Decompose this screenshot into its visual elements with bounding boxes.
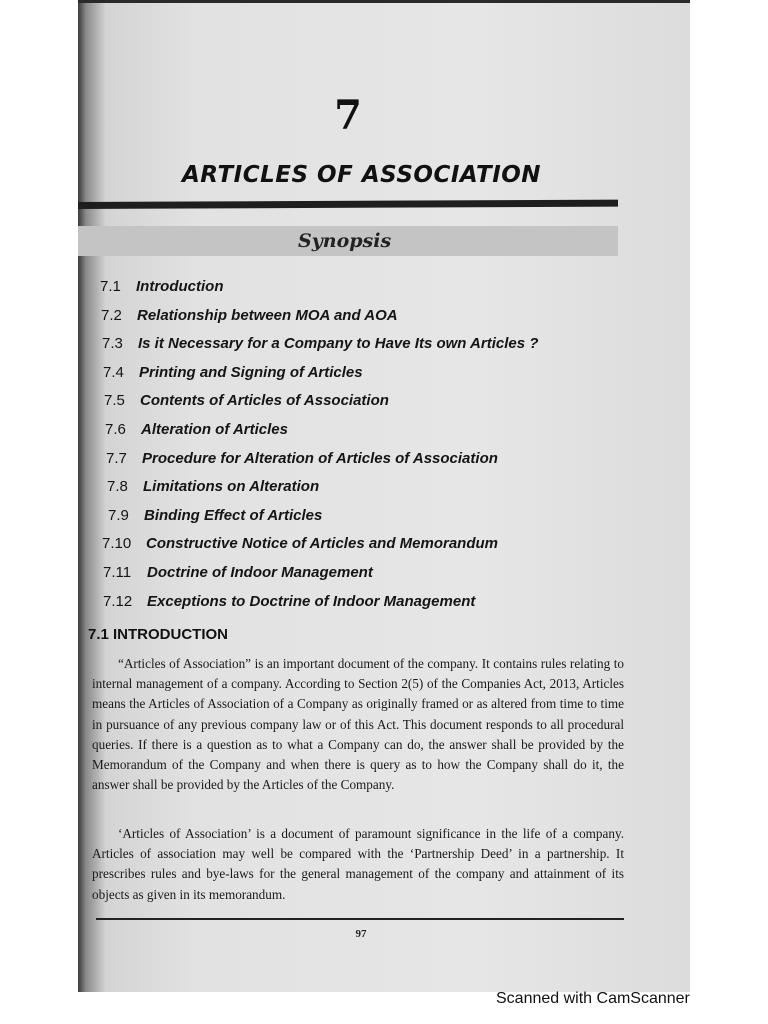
toc-item-title: Binding Effect of Articles	[144, 506, 323, 524]
chapter-number: 7	[334, 92, 362, 139]
toc-item-number: 7.10	[102, 535, 132, 553]
toc-item-number: 7.6	[105, 420, 126, 438]
toc-item-title: Contents of Articles of Association	[140, 392, 389, 410]
toc-item-number: 7.7	[106, 449, 127, 467]
toc-item	[103, 593, 539, 622]
section-heading: 7.1 INTRODUCTION	[88, 626, 229, 643]
toc-item-title: Exceptions to Doctrine of Indoor Management	[147, 592, 476, 610]
scanned-page	[78, 0, 690, 992]
toc-item	[104, 392, 540, 421]
toc-item-title: Constructive Notice of Articles and Memorandum	[146, 535, 499, 553]
synopsis-heading: Synopsis	[298, 230, 392, 252]
toc-item-number: 7.12	[103, 592, 133, 610]
toc-item-number: 7.1	[100, 278, 121, 295]
synopsis-list	[100, 278, 539, 621]
toc-item-title: Printing and Signing of Articles	[139, 363, 363, 381]
toc-item	[100, 278, 536, 307]
toc-item-number: 7.2	[101, 306, 122, 324]
title-rule	[78, 200, 618, 209]
toc-item	[102, 535, 538, 564]
toc-item-number: 7.5	[104, 392, 125, 410]
toc-item-title: Alteration of Articles	[141, 420, 288, 438]
body-paragraph: ‘Articles of Association’ is a document of paramount significance in the life of a company. Articles of association may well be compared with the ‘Partnership Deed’ in a partnership. It prescribes rules and bye-laws for the general management of the company and attainment of its objects as given in its memorandum.	[92, 826, 624, 902]
toc-item-title: Doctrine of Indoor Management	[147, 563, 373, 581]
toc-item-number: 7.4	[103, 363, 124, 381]
toc-item-title: Limitations on Alteration	[143, 478, 320, 496]
toc-item	[103, 364, 539, 393]
toc-item-number: 7.8	[107, 478, 128, 496]
toc-item-number: 7.9	[108, 506, 129, 524]
toc-item-title: Procedure for Alteration of Articles of Association	[142, 449, 498, 467]
chapter-title: ARTICLES OF ASSOCIATION	[182, 162, 542, 188]
page-top-edge	[78, 0, 690, 3]
toc-item	[103, 564, 539, 593]
toc-item-title: Relationship between MOA and AOA	[137, 306, 398, 324]
page-number: 97	[355, 928, 367, 940]
toc-item-title: Introduction	[136, 278, 224, 295]
toc-item	[108, 507, 544, 536]
scanner-watermark: Scanned with CamScanner	[496, 990, 690, 1007]
toc-item-title: Is it Necessary for a Company to Have Its own Articles ?	[138, 335, 539, 353]
toc-item	[101, 307, 537, 336]
toc-item-number: 7.3	[102, 335, 123, 353]
toc-item	[105, 421, 541, 450]
footer-rule	[96, 918, 624, 920]
toc-item-number: 7.11	[103, 563, 132, 581]
body-paragraph: “Articles of Association” is an important document of the company. It contains rules relating to internal management of a company. According to Section 2(5) of the Companies Act, 2013, Articles means the Articles of Association of a Company as originally framed or as altered from time to time in pursuance of any previous company law or of this Act. This document responds to all procedural queries. If there is a question as to what a Company can do, the answer shall be provided by the Memorandum of the Company and when there is query as to how the Company shall do it, the answer shall be provided by the Articles of the Company.	[92, 656, 624, 793]
toc-item	[102, 335, 538, 364]
toc-item	[107, 478, 543, 507]
toc-item	[106, 450, 542, 479]
